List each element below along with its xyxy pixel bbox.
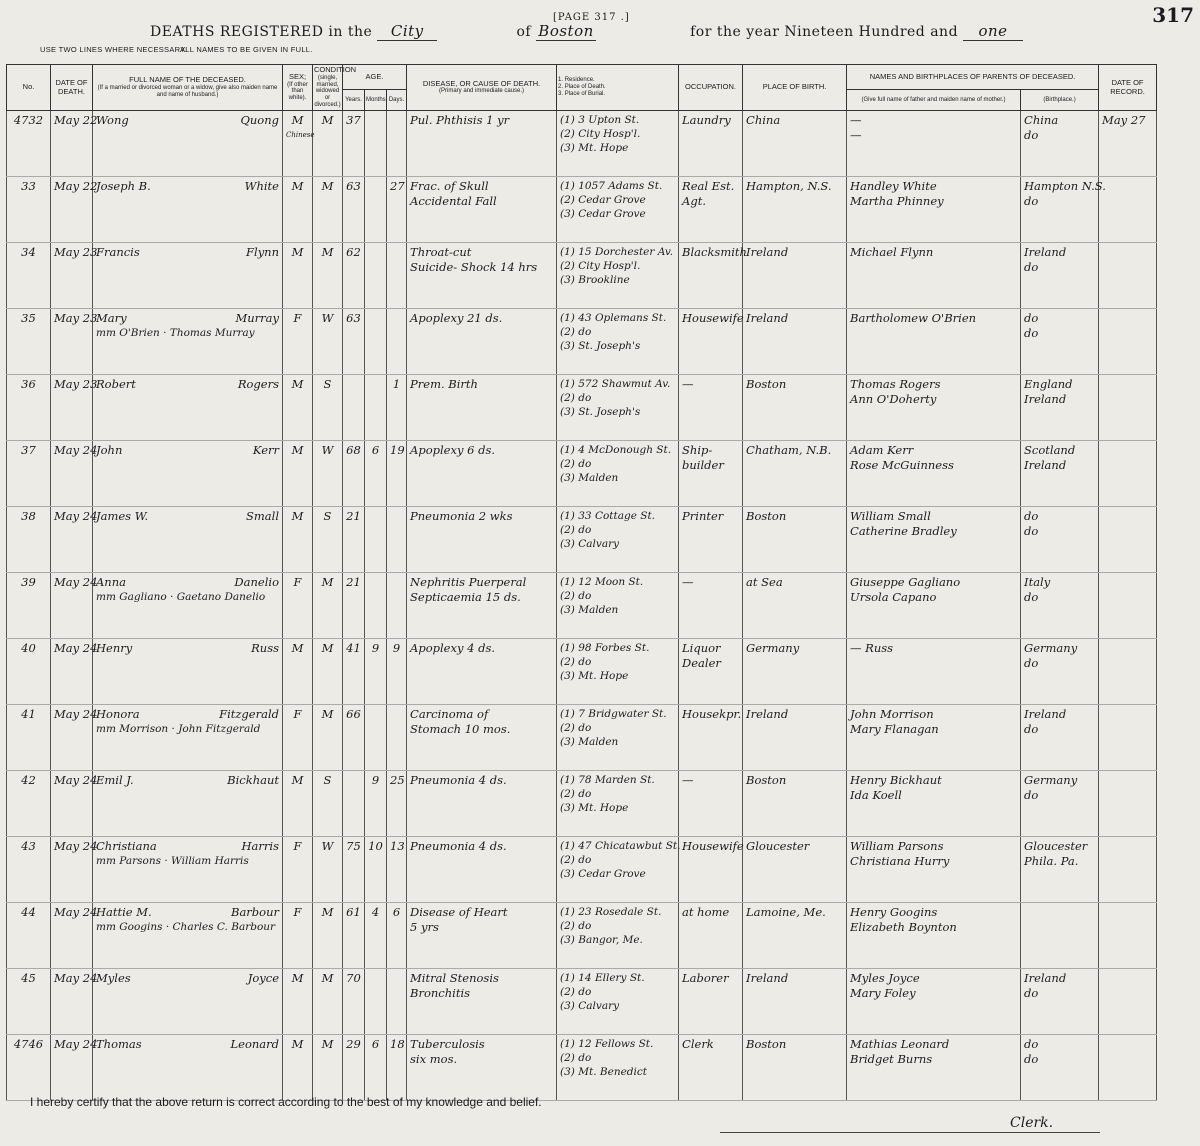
title-of: of — [516, 24, 532, 40]
parents-names: Henry Googins Elizabeth Boynton — [847, 903, 1021, 969]
condition: M — [313, 903, 343, 969]
col-parents-birthplace: (Birthplace.) — [1021, 89, 1099, 110]
col-full-name: FULL NAME OF THE DECEASED. (If a married or divorced woman or a widow, give also maiden name and name of husband.) — [93, 65, 283, 111]
cause-of-death: Nephritis Puerperal Septicaemia 15 ds. — [407, 573, 557, 639]
deceased-name: Christiana Harris mm Parsons · William Harris — [93, 837, 283, 903]
residence: (1) 23 Rosedale St. (2) do (3) Bangor, Me. — [557, 903, 679, 969]
col-disease: DISEASE, OR CAUSE OF DEATH. (Primary and immediate cause.) — [407, 65, 557, 111]
death-date: May 24 — [51, 639, 93, 705]
age-years: 29 — [343, 1035, 365, 1101]
parents-birthplace: Scotland Ireland — [1021, 441, 1099, 507]
cause-of-death: Pneumonia 4 ds. — [407, 771, 557, 837]
record-date — [1099, 441, 1157, 507]
age-years: 63 — [343, 177, 365, 243]
sex: M — [283, 1035, 313, 1101]
place-of-birth: Boston — [743, 1035, 847, 1101]
parents-names: Michael Flynn — [847, 243, 1021, 309]
death-date: May 24 — [51, 903, 93, 969]
age-months: 6 — [365, 441, 387, 507]
occupation: — — [679, 771, 743, 837]
sex: F — [283, 837, 313, 903]
cause-of-death: Pneumonia 4 ds. — [407, 837, 557, 903]
record-date — [1099, 375, 1157, 441]
occupation: — — [679, 573, 743, 639]
death-date: May 24 — [51, 441, 93, 507]
parents-birthplace: Germany do — [1021, 639, 1099, 705]
age-months — [365, 177, 387, 243]
record-date — [1099, 177, 1157, 243]
residence: (1) 4 McDonough St. (2) do (3) Malden — [557, 441, 679, 507]
age-days: 6 — [387, 903, 407, 969]
age-years: 61 — [343, 903, 365, 969]
record-date — [1099, 309, 1157, 375]
record-date — [1099, 573, 1157, 639]
deceased-name: Francis Flynn — [93, 243, 283, 309]
record-date: May 27 — [1099, 111, 1157, 177]
year-suffix: one — [963, 22, 1023, 41]
residence: (1) 1057 Adams St. (2) Cedar Grove (3) Cedar Grove — [557, 177, 679, 243]
age-months — [365, 969, 387, 1035]
place-of-birth: Ireland — [743, 969, 847, 1035]
place-name: Boston — [536, 22, 596, 41]
certification-text: I hereby certify that the above return is correct according to the best of my knowledge and belief. — [30, 1095, 542, 1109]
residence: (1) 98 Forbes St. (2) do (3) Mt. Hope — [557, 639, 679, 705]
age-days — [387, 969, 407, 1035]
condition: S — [313, 507, 343, 573]
table-row — [7, 639, 1157, 705]
occupation: Housewife — [679, 309, 743, 375]
sex: M — [283, 177, 313, 243]
col-days: Days. — [387, 89, 407, 110]
place-of-birth: Boston — [743, 507, 847, 573]
table-row — [7, 507, 1157, 573]
deceased-name: Emil J. Bickhaut — [93, 771, 283, 837]
sex: M — [283, 969, 313, 1035]
table-row — [7, 441, 1157, 507]
age-days — [387, 573, 407, 639]
table-row — [7, 243, 1157, 309]
residence: (1) 78 Marden St. (2) do (3) Mt. Hope — [557, 771, 679, 837]
cause-of-death: Pul. Phthisis 1 yr — [407, 111, 557, 177]
place-of-birth: Hampton, N.S. — [743, 177, 847, 243]
record-number: 44 — [7, 903, 51, 969]
parents-birthplace: Ireland do — [1021, 705, 1099, 771]
condition: M — [313, 705, 343, 771]
age-years: 41 — [343, 639, 365, 705]
col-years: Years. — [343, 89, 365, 110]
record-number: 34 — [7, 243, 51, 309]
cause-of-death: Throat-cut Suicide- Shock 14 hrs — [407, 243, 557, 309]
age-days — [387, 111, 407, 177]
sex: M Chinese — [283, 111, 313, 177]
place-type: City — [377, 22, 437, 41]
table-row — [7, 903, 1157, 969]
age-months — [365, 111, 387, 177]
deceased-name: Joseph B. White — [93, 177, 283, 243]
age-years: 68 — [343, 441, 365, 507]
age-years: 21 — [343, 573, 365, 639]
occupation: Blacksmith — [679, 243, 743, 309]
table-row — [7, 177, 1157, 243]
residence: (1) 33 Cottage St. (2) do (3) Calvary — [557, 507, 679, 573]
deceased-name: Wong Quong — [93, 111, 283, 177]
age-years: 75 — [343, 837, 365, 903]
parents-birthplace: do do — [1021, 507, 1099, 573]
sex: F — [283, 573, 313, 639]
deceased-name: Myles Joyce — [93, 969, 283, 1035]
age-years — [343, 375, 365, 441]
record-date — [1099, 969, 1157, 1035]
parents-birthplace: do do — [1021, 1035, 1099, 1101]
death-date: May 23 — [51, 243, 93, 309]
record-date — [1099, 837, 1157, 903]
sex: M — [283, 771, 313, 837]
death-date: May 23 — [51, 309, 93, 375]
age-days: 1 — [387, 375, 407, 441]
place-of-birth: Ireland — [743, 243, 847, 309]
condition: W — [313, 309, 343, 375]
age-months — [365, 507, 387, 573]
place-of-birth: Ireland — [743, 309, 847, 375]
record-date — [1099, 243, 1157, 309]
record-number: 39 — [7, 573, 51, 639]
parents-birthplace: Italy do — [1021, 573, 1099, 639]
occupation: Ship-builder — [679, 441, 743, 507]
deceased-name: James W. Small — [93, 507, 283, 573]
age-days: 9 — [387, 639, 407, 705]
col-age: AGE. — [343, 65, 407, 90]
record-number: 36 — [7, 375, 51, 441]
cause-of-death: Mitral Stenosis Bronchitis — [407, 969, 557, 1035]
residence: (1) 7 Bridgwater St. (2) do (3) Malden — [557, 705, 679, 771]
table-row — [7, 1035, 1157, 1101]
record-number: 45 — [7, 969, 51, 1035]
residence: (1) 47 Chicatawbut St. (2) do (3) Cedar Grove — [557, 837, 679, 903]
age-days: 13 — [387, 837, 407, 903]
condition: W — [313, 837, 343, 903]
condition: S — [313, 771, 343, 837]
record-date — [1099, 903, 1157, 969]
age-days: 25 — [387, 771, 407, 837]
col-sex: SEX; (If other than white). — [283, 65, 313, 111]
parents-names: Mathias Leonard Bridget Burns — [847, 1035, 1021, 1101]
page-number: 317 — [1152, 3, 1194, 27]
death-date: May 24 — [51, 507, 93, 573]
deceased-name: Mary Murray mm O'Brien · Thomas Murray — [93, 309, 283, 375]
parents-names: Handley White Martha Phinney — [847, 177, 1021, 243]
cause-of-death: Carcinoma of Stomach 10 mos. — [407, 705, 557, 771]
record-number: 4732 — [7, 111, 51, 177]
age-days: 27 — [387, 177, 407, 243]
age-years: 63 — [343, 309, 365, 375]
record-date — [1099, 1035, 1157, 1101]
place-of-birth: at Sea — [743, 573, 847, 639]
table-row — [7, 837, 1157, 903]
table-row — [7, 705, 1157, 771]
residence: (1) 15 Dorchester Av. (2) City Hosp'l. (3) Brookline — [557, 243, 679, 309]
place-of-birth: Chatham, N.B. — [743, 441, 847, 507]
age-months — [365, 705, 387, 771]
age-days — [387, 507, 407, 573]
cause-of-death: Apoplexy 4 ds. — [407, 639, 557, 705]
table-row — [7, 309, 1157, 375]
record-date — [1099, 639, 1157, 705]
sex: M — [283, 243, 313, 309]
register-title — [150, 22, 1023, 41]
record-date — [1099, 507, 1157, 573]
death-date: May 22 — [51, 177, 93, 243]
condition: W — [313, 441, 343, 507]
deceased-name: Robert Rogers — [93, 375, 283, 441]
record-number: 37 — [7, 441, 51, 507]
condition: M — [313, 111, 343, 177]
residence: (1) 12 Fellows St. (2) do (3) Mt. Benedict — [557, 1035, 679, 1101]
occupation: Real Est. Agt. — [679, 177, 743, 243]
occupation: Housekpr. — [679, 705, 743, 771]
age-years: 62 — [343, 243, 365, 309]
parents-names: Henry Bickhaut Ida Koell — [847, 771, 1021, 837]
sex: M — [283, 507, 313, 573]
parents-names: William Small Catherine Bradley — [847, 507, 1021, 573]
death-date: May 24 — [51, 1035, 93, 1101]
condition: M — [313, 573, 343, 639]
death-register-table — [6, 64, 1157, 1101]
parents-birthplace: Gloucester Phila. Pa. — [1021, 837, 1099, 903]
occupation: — — [679, 375, 743, 441]
condition: M — [313, 639, 343, 705]
sex: F — [283, 705, 313, 771]
residence: (1) 12 Moon St. (2) do (3) Malden — [557, 573, 679, 639]
record-date — [1099, 705, 1157, 771]
parents-names: — — — [847, 111, 1021, 177]
note-right: ALL NAMES TO BE GIVEN IN FULL. — [180, 45, 313, 54]
death-date: May 23 — [51, 375, 93, 441]
parents-birthplace: Germany do — [1021, 771, 1099, 837]
record-number: 43 — [7, 837, 51, 903]
death-date: May 24 — [51, 705, 93, 771]
age-months: 9 — [365, 771, 387, 837]
age-years: 37 — [343, 111, 365, 177]
parents-birthplace: do do — [1021, 309, 1099, 375]
age-days — [387, 309, 407, 375]
condition: S — [313, 375, 343, 441]
age-years — [343, 771, 365, 837]
age-years: 66 — [343, 705, 365, 771]
col-birthplace: PLACE OF BIRTH. — [743, 65, 847, 111]
occupation: Liquor Dealer — [679, 639, 743, 705]
age-months — [365, 309, 387, 375]
age-days: 18 — [387, 1035, 407, 1101]
occupation: Housewife — [679, 837, 743, 903]
age-months — [365, 375, 387, 441]
cause-of-death: Prem. Birth — [407, 375, 557, 441]
age-months — [365, 243, 387, 309]
table-row — [7, 111, 1157, 177]
place-of-birth: Germany — [743, 639, 847, 705]
page-label: [PAGE 317 .] — [553, 12, 630, 23]
record-number: 35 — [7, 309, 51, 375]
year-text: for the year Nineteen Hundred and — [690, 24, 959, 40]
sex: M — [283, 639, 313, 705]
parents-names: Adam Kerr Rose McGuinness — [847, 441, 1021, 507]
col-parents-names: (Give full name of father and maiden name of mother.) — [847, 89, 1021, 110]
death-date: May 24 — [51, 573, 93, 639]
col-residence: 1. Residence. 2. Place of Death. 3. Place of Burial. — [557, 65, 679, 111]
age-days — [387, 705, 407, 771]
cause-of-death: Disease of Heart 5 yrs — [407, 903, 557, 969]
residence: (1) 572 Shawmut Av. (2) do (3) St. Joseph's — [557, 375, 679, 441]
age-months: 10 — [365, 837, 387, 903]
sex: F — [283, 903, 313, 969]
record-number: 42 — [7, 771, 51, 837]
deceased-name: Anna Danelio mm Gagliano · Gaetano Danelio — [93, 573, 283, 639]
occupation: Laborer — [679, 969, 743, 1035]
col-parents: NAMES AND BIRTHPLACES OF PARENTS OF DECEASED. — [847, 65, 1099, 90]
cause-of-death: Apoplexy 21 ds. — [407, 309, 557, 375]
table-row — [7, 573, 1157, 639]
age-months: 4 — [365, 903, 387, 969]
cause-of-death: Frac. of Skull Accidental Fall — [407, 177, 557, 243]
parents-birthplace: China do — [1021, 111, 1099, 177]
age-years: 70 — [343, 969, 365, 1035]
death-date: May 24 — [51, 837, 93, 903]
age-days — [387, 243, 407, 309]
place-of-birth: China — [743, 111, 847, 177]
record-number: 4746 — [7, 1035, 51, 1101]
parents-birthplace: Hampton N.S. do — [1021, 177, 1099, 243]
place-of-birth: Gloucester — [743, 837, 847, 903]
death-date: May 22 — [51, 111, 93, 177]
occupation: Clerk — [679, 1035, 743, 1101]
parents-names: William Parsons Christiana Hurry — [847, 837, 1021, 903]
death-date: May 24 — [51, 771, 93, 837]
col-date-record: DATE OF RECORD. — [1099, 65, 1157, 111]
sex: F — [283, 309, 313, 375]
record-number: 38 — [7, 507, 51, 573]
place-of-birth: Boston — [743, 771, 847, 837]
col-months: Months. — [365, 89, 387, 110]
parents-names: Myles Joyce Mary Foley — [847, 969, 1021, 1035]
cause-of-death: Apoplexy 6 ds. — [407, 441, 557, 507]
table-row — [7, 969, 1157, 1035]
parents-names: Thomas Rogers Ann O'Doherty — [847, 375, 1021, 441]
place-of-birth: Lamoine, Me. — [743, 903, 847, 969]
parents-birthplace: England Ireland — [1021, 375, 1099, 441]
record-number: 33 — [7, 177, 51, 243]
sex: M — [283, 441, 313, 507]
sex: M — [283, 375, 313, 441]
age-years: 21 — [343, 507, 365, 573]
cause-of-death: Tuberculosis six mos. — [407, 1035, 557, 1101]
parents-birthplace: Ireland do — [1021, 969, 1099, 1035]
place-of-birth: Ireland — [743, 705, 847, 771]
clerk-signature-label: Clerk. — [1010, 1115, 1054, 1131]
age-months: 9 — [365, 639, 387, 705]
record-number: 41 — [7, 705, 51, 771]
title-prefix: DEATHS REGISTERED in the — [150, 24, 373, 40]
occupation: Laundry — [679, 111, 743, 177]
age-months — [365, 573, 387, 639]
note-left: USE TWO LINES WHERE NECESSARY. — [40, 45, 187, 54]
condition: M — [313, 243, 343, 309]
residence: (1) 43 Oplemans St. (2) do (3) St. Joseph's — [557, 309, 679, 375]
table-row — [7, 771, 1157, 837]
deceased-name: Honora Fitzgerald mm Morrison · John Fitzgerald — [93, 705, 283, 771]
parents-names: — Russ — [847, 639, 1021, 705]
col-no: No. — [7, 65, 51, 111]
cause-of-death: Pneumonia 2 wks — [407, 507, 557, 573]
record-number: 40 — [7, 639, 51, 705]
parents-birthplace: Ireland do — [1021, 243, 1099, 309]
col-occupation: OCCUPATION. — [679, 65, 743, 111]
condition: M — [313, 969, 343, 1035]
table-row — [7, 375, 1157, 441]
place-of-birth: Boston — [743, 375, 847, 441]
age-days: 19 — [387, 441, 407, 507]
parents-birthplace — [1021, 903, 1099, 969]
residence: (1) 3 Upton St. (2) City Hosp'l. (3) Mt. Hope — [557, 111, 679, 177]
death-date: May 24 — [51, 969, 93, 1035]
parents-names: Bartholomew O'Brien — [847, 309, 1021, 375]
deceased-name: Henry Russ — [93, 639, 283, 705]
parents-names: John Morrison Mary Flanagan — [847, 705, 1021, 771]
signature-line — [720, 1132, 1100, 1133]
age-months: 6 — [365, 1035, 387, 1101]
deceased-name: Thomas Leonard — [93, 1035, 283, 1101]
parents-names: Giuseppe Gagliano Ursola Capano — [847, 573, 1021, 639]
col-condition: CONDITION (single, married, widowed or divorced.) — [313, 65, 343, 111]
deceased-name: John Kerr — [93, 441, 283, 507]
deceased-name: Hattie M. Barbour mm Googins · Charles C. Barbour — [93, 903, 283, 969]
condition: M — [313, 1035, 343, 1101]
residence: (1) 14 Ellery St. (2) do (3) Calvary — [557, 969, 679, 1035]
condition: M — [313, 177, 343, 243]
col-date-death: DATE OF DEATH. — [51, 65, 93, 111]
occupation: Printer — [679, 507, 743, 573]
record-date — [1099, 771, 1157, 837]
occupation: at home — [679, 903, 743, 969]
